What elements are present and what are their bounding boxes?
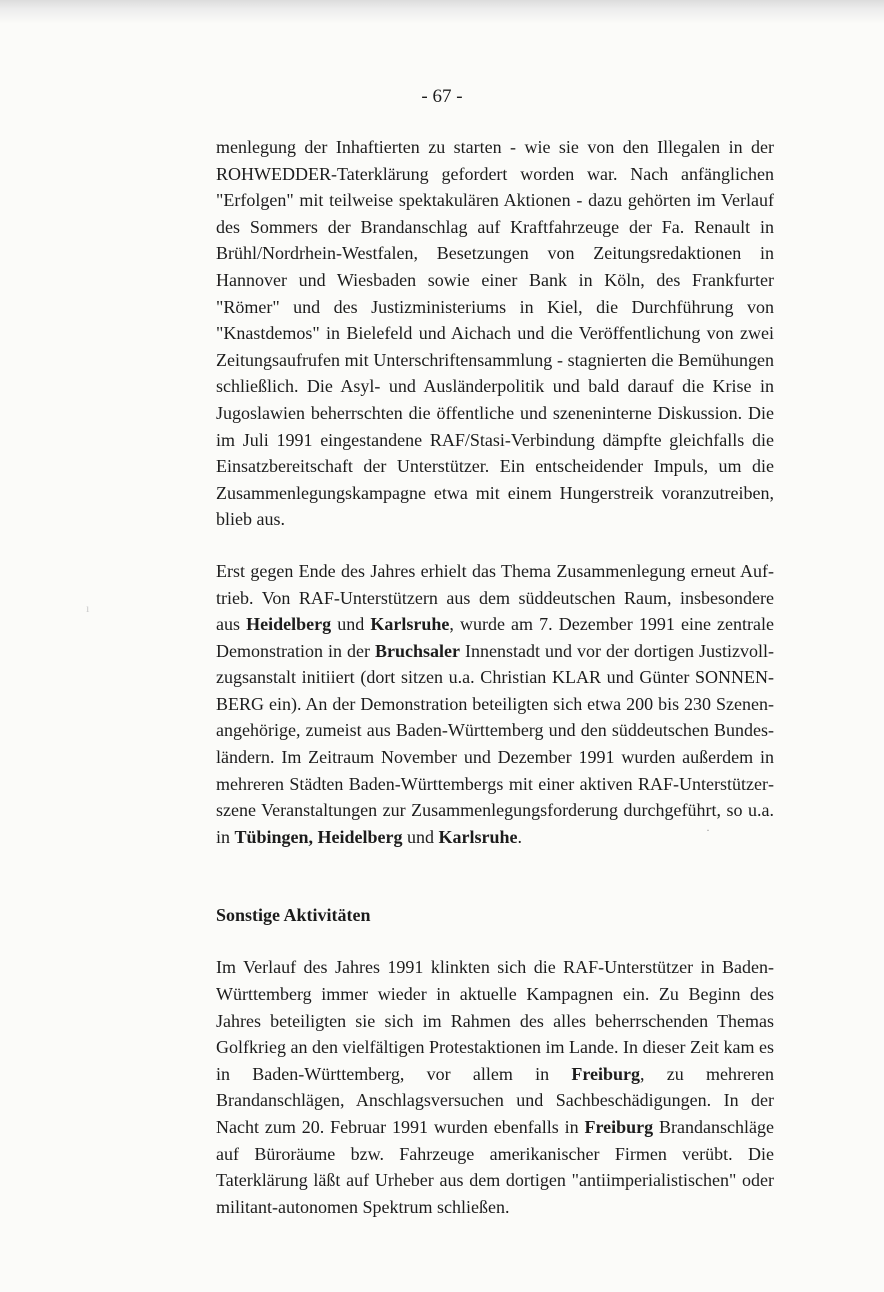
document-body [216, 134, 774, 1220]
scan-edge-shadow [0, 0, 884, 24]
scan-speck: ı [86, 601, 90, 615]
text-run: . [517, 826, 523, 847]
text-run: und [402, 826, 439, 847]
place-freiburg-2: Freiburg [584, 1117, 654, 1137]
paragraph-other-activities [216, 954, 774, 1220]
section-heading: Sonstige Aktivitäten [216, 905, 371, 926]
text-run: Erst gegen Ende des Jahres erhielt das Thema Zusammenlegung erneut Auftrieb. Von RAF-Unterstützern aus dem süddeutschen Raum, insbesondere aus [216, 560, 774, 635]
text-run: , zu mehreren Brandanschlägen, Anschlagsversuchen und Sachbeschädigungen. In der Nacht zum 20. Februar 1991 wurden ebenfalls in [216, 1063, 775, 1137]
scan-speck: · [706, 823, 710, 837]
paragraph-campaign-stagnation: menlegung der Inhaftierten zu starten - wie sie von den Illegalen in der ROHWEDDER-Taterklärung gefordert worden war. Nach anfänglichen "Erfolgen" mit teilweise spektakulären Aktionen - dazu gehörten im Verlauf des Sommers der Brandanschlag auf Kraftfahrzeuge der Fa. Renault in Brühl/Nordrhein-Westfalen, Besetzungen von Zeitungsredaktionen in Hannover und Wiesbaden sowie einer Bank in Köln, des Frankfurter "Römer" und des Justizministeriums in Kiel, die Durchführung von "Knastdemos" in Bielefeld und Aichach und die Veröffentlichung von zwei Zeitungsaufrufen mit Unterschriftensammlung - stagnierten die Bemühungen schließlich. Die Asyl- und Ausländerpolitik und bald darauf die Krise in Jugoslawien beherrschten die öffentliche und szeneninterne Diskussion. Die im Juli 1991 eingestandene RAF/Stasi-Verbindung dämpfte gleichfalls die Einsatzbereitschaft der Unterstützer. Ein entscheidender Impuls, um die Zusammenlegungskampagne etwa mit einem Hungerstreik voranzutreiben, blieb aus. [216, 137, 774, 530]
place-karlsruhe-2: Karlsruhe [438, 826, 518, 847]
paragraph-demonstration-bruchsal [216, 558, 774, 851]
place-karlsruhe: Karlsruhe [370, 614, 450, 635]
place-freiburg: Freiburg [571, 1063, 641, 1084]
place-heidelberg: Heidelberg [246, 614, 332, 635]
text-run: Im Verlauf des Jahres 1991 klinkten sich die RAF-Unterstützer in Baden-Württemberg immer wieder in aktuelle Kampagnen ein. Zu Beginn des Jahres beteiligten sie sich im Rahmen des alles beherrschenden Themas Golfkrieg an den vielfältigen Protestaktionen im Lande. In dieser Zeit kam es in Baden-Württemberg, vor allem in [216, 957, 774, 1084]
text-run: Brandanschläge auf Büroräume bzw. Fahrzeuge amerikanischer Firmen verübt. Die Taterklärung läßt auf Urheber aus dem dortigen "antiimperialistischen" oder militant-autonomen Spektrum schließen. [216, 1117, 774, 1217]
place-bruchsaler: Bruchsaler [375, 640, 460, 661]
text-run: Innenstadt und vor der dortigen Justizvollzugsanstalt initiiert (dort sitzen u.a. Christian KLAR und Günter SONNENBERG ein). An der Demonstration beteiligten sich etwa 200 bis 230 Szenenangehörige, zumeist aus Baden-Württemberg und den süddeutschen Bundesländern. Im Zeitraum November und Dezember 1991 wurden außerdem in mehreren Städten Baden-Württembergs mit einer aktiven RAF-Unterstützerszene Veranstaltungen zur Zusammenlegungsforderung durchgeführt, so u.a. in [216, 640, 774, 847]
page-number: - 67 - [421, 86, 463, 107]
text-run: und [331, 614, 371, 635]
text-run: , wurde am 7. Dezember 1991 eine zentrale Demonstration in der [216, 614, 775, 661]
place-tuebingen-heidelberg: Tübingen, Heidelberg [234, 826, 403, 847]
